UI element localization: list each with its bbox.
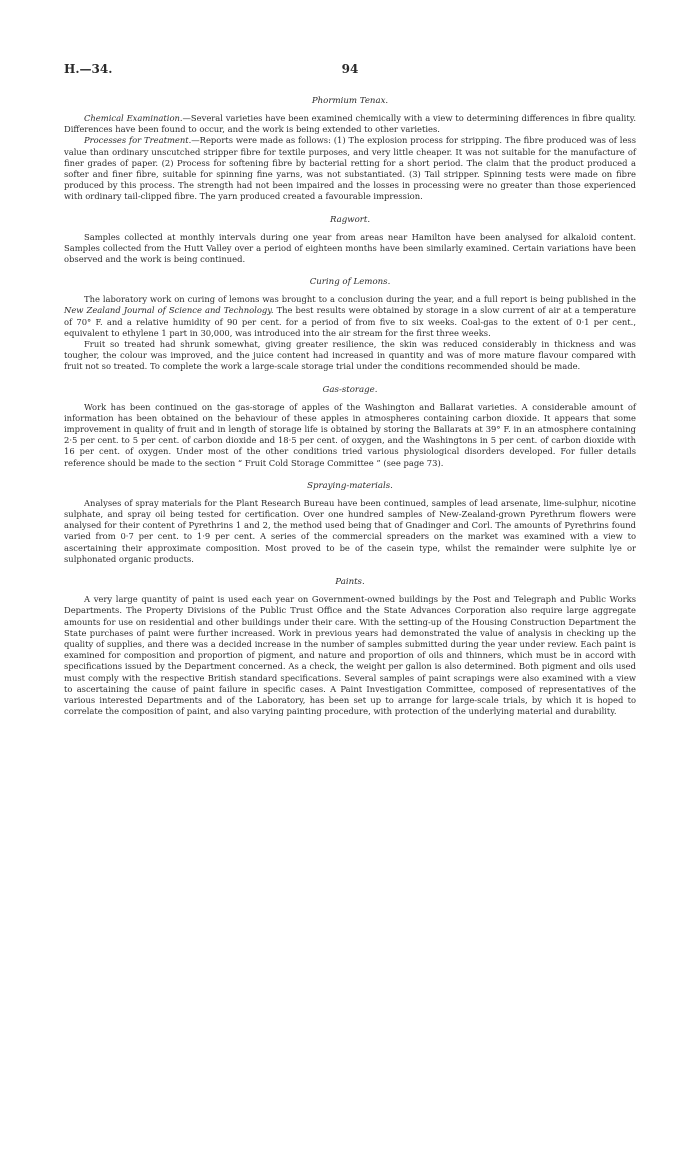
section-heading-paints: Paints. — [335, 577, 365, 588]
paragraph-text: The laboratory work on curing of lemons was brought to a conclusion during the year, and a full report is being published in the — [84, 294, 636, 305]
page-number: 94 — [341, 62, 359, 76]
section-heading-curing-of-lemons: Curing of Lemons. — [309, 277, 391, 288]
paragraph-ragwort: Samples collected at monthly intervals during one year from areas near Hamilton have been analysed for alkaloid content. Samples collected from the Hutt Valley over a period of eighteen months have been similarly examined. Certain variations have been observed and the work is being continued. — [64, 231, 636, 265]
paragraph-processes-for-treatment — [64, 135, 636, 202]
paragraph-gas-storage: Work has been continued on the gas-storage of apples of the Washington and Ballarat varieties. A considerable amount of information has been obtained on the behaviour of these apples in atmospheres containing carbon dioxide. It appears that some improvement in quality of fruit and in length of storage life is obtained by storing the Ballarats at 39° F. in an atmosphere containing 2·5 per cent. to 5 per cent. of carbon dioxide and 18·5 per cent. of oxygen, and the Washingtons in 5 per cent. of carbon dioxide with 16 per cent. of oxygen. Under most of the other conditions tried various physiological disorders developed. For fuller details reference should be made to the section “ Fruit Cold Storage Committee ” (see page 73). — [64, 401, 636, 468]
paragraph-lemons-1 — [64, 294, 636, 339]
paragraph-lemons-2: Fruit so treated had shrunk somewhat, giving greater resilience, the skin was reduced considerably in thickness and was tougher, the colour was improved, and the juice content had increased in quantity and was of more mature flavour compared with fruit not so treated. To complete the work a large-scale storage trial under the conditions recommended should be made. — [64, 339, 636, 372]
paragraph-chemical-examination — [64, 113, 636, 135]
section-heading-spraying-materials: Spraying-materials. — [307, 480, 393, 491]
paragraph-text: —Reports were made as follows: (1) The explosion process for stripping. The fibre produced was of less value than ordinary unscutched stripper fibre for textile purposes, and very little cheaper. It was not suitable for the manufacture of finer grades of paper. (2) Process for softening fibre by bacterial retting for a short period. The claim that the product produced a softer and finer fibre, suitable for spinning fine yarns, was not substantiated. (3) Tail stripper. Spinning tests were made on fibre produced by this process. The strength had not been impaired and the losses in processing were no greater than those experienced with ordinary tail-clipped fibre. The yarn produced created a favourable impression. — [64, 135, 636, 202]
lead-processes-for-treatment: Processes for Treatment. — [84, 135, 192, 146]
lead-chemical-examination: Chemical Examination. — [84, 113, 183, 123]
report-reference: H.—34. — [64, 62, 113, 76]
section-heading-gas-storage: Gas-storage. — [322, 384, 378, 395]
paragraph-text: —Several varieties have been examined chemically with a view to determining differences in fibre quality. Differences have been found to occur, and the work is being extended to other varieties. — [64, 113, 636, 135]
paragraph-text: The best results were obtained by storage in a slow current of air at a temperature of 70° F. and a relative humidity of 90 per cent. for a period of from five to six weeks. Coal-gas to the extent of 0·1 per cent., equivalent to ethylene 1 part in 30,000, was introduced into the air stream for the first three weeks. — [64, 305, 636, 338]
paragraph-spraying-materials: Analyses of spray materials for the Plant Research Bureau have been continued, samples of lead arsenate, lime-sulphur, nicotine sulphate, and spray oil being tested for certification. Over one hundred samples of New-Zealand-grown Pyrethrum flowers were analysed for their content of Pyrethrins 1 and 2, the method used being that of Gnadinger and Corl. The amounts of Pyrethrins found varied from 0·7 per cent. to 1·9 per cent. A series of the commercial spreaders on the market was examined with a view to ascertaining their approximate composition. Most proved to be of the casein type, whilst the remainder were sulphite lye or sulphonated organic products. — [64, 497, 636, 564]
paragraph-paints: A very large quantity of paint is used each year on Government-owned buildings by the Post and Telegraph and Public Works Departments. The Property Divisions of the Public Trust Office and the State Advances Corporation also require large aggregate amounts for use on residential and other buildings under their care. With the setting-up of the Housing Construction Department the State purchases of paint were further increased. Work in previous years had demonstrated the value of analysis in checking up the quality of supplies, and there was a decided increase in the number of samples submitted during the year under review. Each paint is examined for composition and proportion of pigment, and nature and proportion of oils and thinners, which must be in accord with specifications issued by the Department concerned. As a check, the weight per gallon is also determined. Both pigment and oils used must comply with the respective British standard specifications. Several samples of paint scrapings were also examined with a view to ascertaining the cause of paint failure in specific cases. A Paint Investigation Committee, composed of representatives of the various interested Departments and of the Laboratory, has been set up to arrange for large-scale trials, by which it is hoped to correlate the composition of paint, and also varying painting procedure, with protection of the underlying material and durability. — [64, 594, 636, 717]
page-header — [64, 62, 636, 86]
journal-title: New Zealand Journal of Science and Technology. — [64, 305, 274, 316]
section-heading-phormium: Phormium Tenax. — [311, 96, 389, 106]
section-heading-ragwort: Ragwort. — [329, 214, 371, 225]
